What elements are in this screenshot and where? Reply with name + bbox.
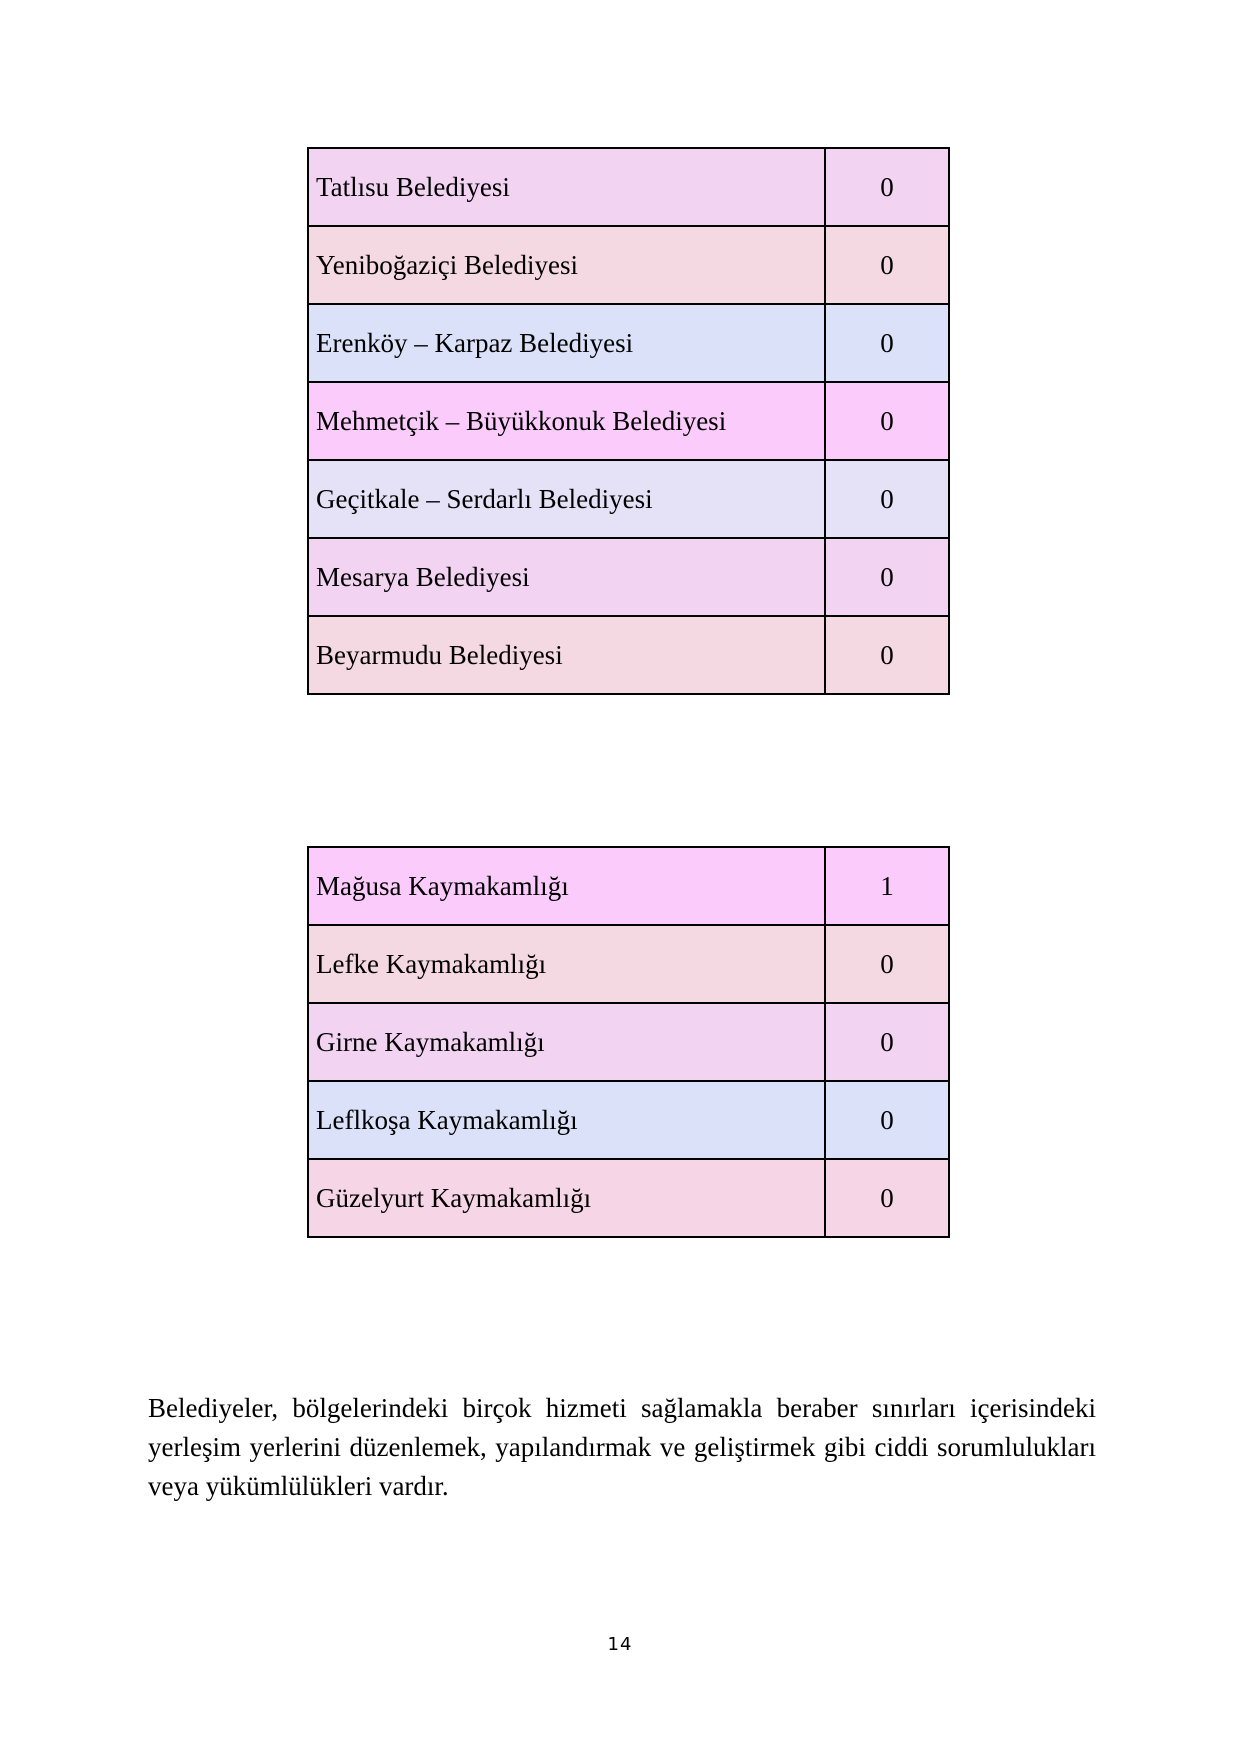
- row-value: 0: [825, 304, 949, 382]
- table-row: [308, 460, 949, 538]
- row-value: 0: [825, 616, 949, 694]
- table-row: [308, 925, 949, 1003]
- row-value: 0: [825, 226, 949, 304]
- row-name: Mehmetçik – Büyükkonuk Belediyesi: [308, 382, 825, 460]
- table-row: [308, 382, 949, 460]
- row-name: Erenköy – Karpaz Belediyesi: [308, 304, 825, 382]
- row-name: Mesarya Belediyesi: [308, 538, 825, 616]
- row-name: Lefke Kaymakamlığı: [308, 925, 825, 1003]
- row-value: 0: [825, 148, 949, 226]
- body-paragraph: Belediyeler, bölgelerindeki birçok hizmeti sağlamakla beraber sınırları içerisindeki yerleşim yerlerini düzenlemek, yapılandırmak ve geliştirmek gibi ciddi sorumlulukları veya yükümlülükleri vardır.: [148, 1393, 1096, 1501]
- row-value: 0: [825, 538, 949, 616]
- row-value: 0: [825, 382, 949, 460]
- row-value: 0: [825, 1081, 949, 1159]
- row-name: Leflkoşa Kaymakamlığı: [308, 1081, 825, 1159]
- table-row: [308, 304, 949, 382]
- table-row: [308, 1159, 949, 1237]
- belediye-table-body: [308, 148, 949, 694]
- table-row: [308, 616, 949, 694]
- page-number: 14: [607, 1634, 633, 1655]
- row-value: 0: [825, 1159, 949, 1237]
- belediye-table: [307, 147, 950, 695]
- kaymakamlik-table: [307, 846, 950, 1238]
- table-row: [308, 1081, 949, 1159]
- row-name: Güzelyurt Kaymakamlığı: [308, 1159, 825, 1237]
- row-name: Girne Kaymakamlığı: [308, 1003, 825, 1081]
- row-name: Tatlısu Belediyesi: [308, 148, 825, 226]
- table-row: [308, 538, 949, 616]
- row-name: Geçitkale – Serdarlı Belediyesi: [308, 460, 825, 538]
- row-name: Yeniboğaziçi Belediyesi: [308, 226, 825, 304]
- row-name: Mağusa Kaymakamlığı: [308, 847, 825, 925]
- table-row: [308, 847, 949, 925]
- row-value: 0: [825, 460, 949, 538]
- row-value: 0: [825, 1003, 949, 1081]
- row-name: Beyarmudu Belediyesi: [308, 616, 825, 694]
- table-row: [308, 226, 949, 304]
- row-value: 1: [825, 847, 949, 925]
- table-row: [308, 148, 949, 226]
- table-row: [308, 1003, 949, 1081]
- kaymakamlik-table-body: [308, 847, 949, 1237]
- row-value: 0: [825, 925, 949, 1003]
